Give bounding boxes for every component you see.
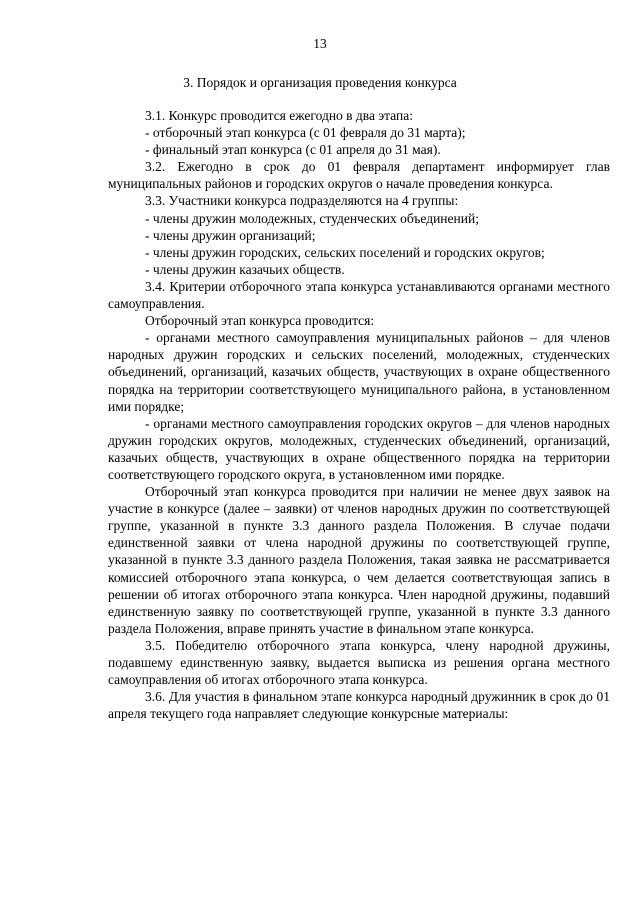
paragraph-3-5: 3.5. Победителю отборочного этапа конкурса, члену народной дружины, подавшему единственную заявку, выдается выписка из решения органа местного самоуправления об итогах отборочного этапа конкурса. — [108, 637, 610, 688]
paragraph-qualifying-conducted: Отборочный этап конкурса проводится: — [145, 313, 375, 329]
list-item-final-stage: - финальный этап конкурса (с 01 апреля до 31 мая). — [145, 142, 441, 158]
list-item-urban-districts: - органами местного самоуправления городских округов – для членов народных дружин городских округов, молодежных, студенческих объединений, организаций, казачьих обществ, участвующих в охране общественного порядка на территории соответствующего городского округа, в установленном ими порядке. — [108, 415, 610, 482]
list-item-group-settlements: - члены дружин городских, сельских поселений и городских округов; — [145, 244, 545, 260]
paragraph-3-4: 3.4. Критерии отборочного этапа конкурса устанавливаются органами местного самоуправления. — [108, 278, 610, 312]
paragraph-3-2: 3.2. Ежегодно в срок до 01 февраля департамент информирует глав муниципальных районов и городских округов о начале проведения конкурса. — [108, 159, 610, 192]
list-item-municipal-districts: - органами местного самоуправления муниципальных районов – для членов народных дружин городских и сельских поселений, молодежных, студенческих объединений, организаций, казачьих обществ, участвующих в охране общественного порядка на территории соответствующего муниципального района, в установленном ими порядке; — [108, 330, 610, 414]
list-item-qualifying-stage: - отборочный этап конкурса (с 01 февраля до 31 марта); — [145, 125, 466, 141]
list-item-group-organizations: - члены дружин организаций; — [145, 227, 316, 243]
list-item-group-youth: - члены дружин молодежных, студенческих объединений; — [145, 210, 479, 226]
paragraph-3-1: 3.1. Конкурс проводится ежегодно в два этапа: — [145, 108, 414, 123]
paragraph-3-6: 3.6. Для участия в финальном этапе конкурса народный дружинник в срок до 01 апреля текущего года направляет следующие конкурсные материалы: — [108, 689, 610, 722]
page-number: 13 — [313, 36, 327, 51]
section-title: 3. Порядок и организация проведения конкурса — [183, 75, 457, 90]
paragraph-qualifying-conditions: Отборочный этап конкурса проводится при наличии не менее двух заявок на участие в конкурсе (далее – заявки) от членов народных дружин по соответствующей группе, указанной в пункте 3.3 данного раздела Положения. В случае подачи единственной заявки от члена народной дружины по соответствующей группе, указанной в пункте 3.3 данного раздела Положения, такая заявка не рассматривается комиссией отборочного этапа конкурса, о чем делается соответствующая запись в решении об итогах отборочного этапа конкурса. Член народной дружины, подавший единственную заявку по соответствующей группе, указанной в пункте 3.3 данного раздела Положения, вправе принять участие в финальном этапе конкурса. — [108, 484, 610, 636]
paragraph-3-3: 3.3. Участники конкурса подразделяются на 4 группы: — [145, 193, 459, 209]
document-body — [108, 107, 610, 722]
list-item-group-cossack: - члены дружин казачьих обществ. — [145, 261, 345, 277]
